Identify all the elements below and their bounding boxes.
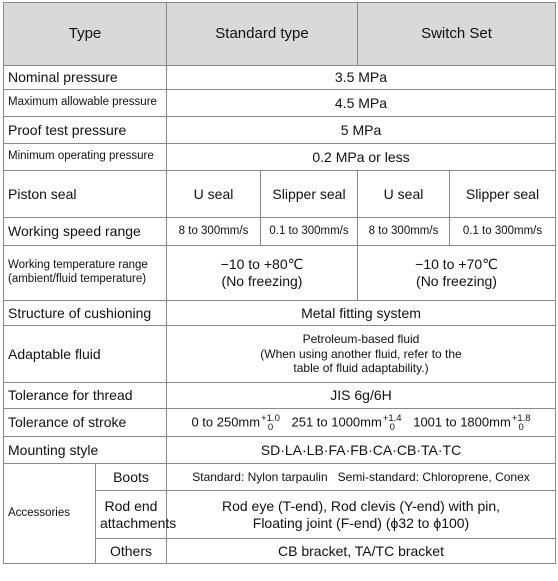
label-piston-seal: Piston seal	[4, 171, 167, 218]
label-fluid: Adaptable fluid	[4, 326, 167, 383]
stroke-tolerance-2: 251 to 1000mm +1.4 0	[291, 412, 402, 433]
spec-table	[3, 2, 556, 564]
row-min-pressure	[4, 144, 556, 171]
row-piston-seal	[4, 171, 556, 218]
value-fluid: Petroleum-based fluid (When using another fluid, refer to the table of fluid adaptability.)	[167, 326, 556, 383]
label-rod-end: Rod end attachments	[96, 491, 167, 539]
piston-seal-switch-u: U seal	[358, 171, 450, 218]
piston-seal-switch-slipper: Slipper seal	[450, 171, 556, 218]
speed-standard-slipper: 0.1 to 300mm/s	[261, 218, 358, 246]
row-working-speed	[4, 218, 556, 246]
row-working-temp	[4, 246, 556, 301]
label-min-pressure: Minimum operating pressure	[4, 144, 167, 171]
header-switch: Switch Set	[358, 3, 556, 66]
row-max-pressure	[4, 90, 556, 117]
row-thread	[4, 383, 556, 409]
label-boots: Boots	[96, 464, 167, 491]
value-thread: JIS 6g/6H	[167, 383, 556, 409]
value-rod-end: Rod eye (T-end), Rod clevis (Y-end) with pin, Floating joint (F-end) (ϕ32 to ϕ100)	[167, 491, 556, 539]
header-standard: Standard type	[167, 3, 358, 66]
speed-switch-u: 8 to 300mm/s	[358, 218, 450, 246]
value-cushioning: Metal fitting system	[167, 301, 556, 326]
row-boots	[4, 464, 556, 491]
label-working-speed: Working speed range	[4, 218, 167, 246]
speed-standard-u: 8 to 300mm/s	[167, 218, 261, 246]
value-nominal-pressure: 3.5 MPa	[167, 66, 556, 90]
label-nominal-pressure: Nominal pressure	[4, 66, 167, 90]
row-cushioning	[4, 301, 556, 326]
speed-switch-slipper: 0.1 to 300mm/s	[450, 218, 556, 246]
row-nominal-pressure	[4, 66, 556, 90]
label-max-pressure: Maximum allowable pressure	[4, 90, 167, 117]
label-working-temp: Working temperature range (ambient/fluid temperature)	[4, 246, 167, 301]
piston-seal-standard-slipper: Slipper seal	[261, 171, 358, 218]
value-mounting: SD·LA·LB·FA·FB·CA·CB·TA·TC	[167, 437, 556, 464]
header-type: Type	[4, 3, 167, 66]
value-min-pressure: 0.2 MPa or less	[167, 144, 556, 171]
value-others: CB bracket, TA/TC bracket	[167, 539, 556, 564]
value-proof-pressure: 5 MPa	[167, 117, 556, 144]
row-fluid	[4, 326, 556, 383]
stroke-tolerance-3: 1001 to 1800mm +1.8 0	[413, 412, 531, 433]
row-proof-pressure	[4, 117, 556, 144]
temp-switch: −10 to +70℃ (No freezing)	[358, 246, 556, 301]
label-accessories: Accessories	[4, 464, 96, 564]
label-mounting: Mounting style	[4, 437, 167, 464]
label-cushioning: Structure of cushioning	[4, 301, 167, 326]
row-mounting	[4, 437, 556, 464]
row-stroke	[4, 409, 556, 437]
piston-seal-standard-u: U seal	[167, 171, 261, 218]
label-proof-pressure: Proof test pressure	[4, 117, 167, 144]
value-boots: Standard: Nylon tarpaulin Semi-standard: Chloroprene, Conex	[167, 464, 556, 491]
value-max-pressure: 4.5 MPa	[167, 90, 556, 117]
label-thread: Tolerance for thread	[4, 383, 167, 409]
value-stroke	[167, 409, 556, 437]
label-others: Others	[96, 539, 167, 564]
temp-standard: −10 to +80℃ (No freezing)	[167, 246, 358, 301]
label-stroke: Tolerance of stroke	[4, 409, 167, 437]
stroke-tolerance-1: 0 to 250mm +1.0 0	[191, 412, 280, 433]
header-row	[4, 3, 556, 66]
